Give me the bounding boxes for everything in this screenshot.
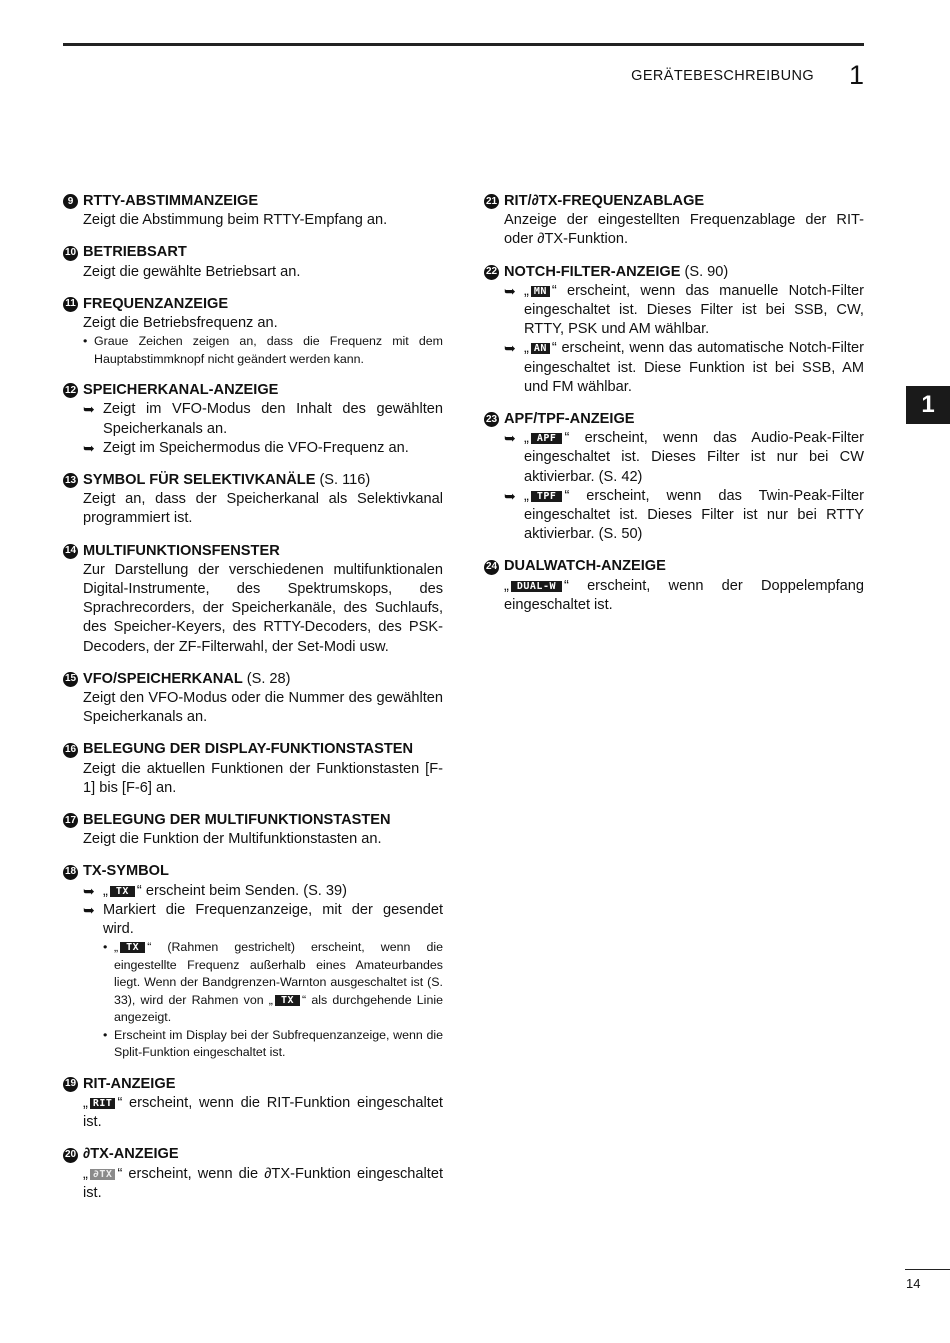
- arrow-item: ➥ „ MN “ erscheint, wenn das manuelle Notch-Filter eingeschaltet ist. Dieses Filter ist bei SSB, CW, RTTY, PSK und AM wählbar.: [484, 282, 864, 340]
- entry-text: Zeigt die Funktion der Multifunktionstasten an.: [83, 831, 382, 848]
- delta-tx-icon: ∂TX: [90, 1169, 116, 1180]
- item-number: 16: [63, 743, 78, 758]
- entry-21: [484, 192, 864, 250]
- note-bullet: • Graue Zeichen zeigen an, dass die Frequenz mit dem Hauptabstimmknopf nicht geändert werden kann.: [83, 334, 443, 366]
- entry-title: BELEGUNG DER DISPLAY-FUNKTIONSTASTEN: [83, 741, 414, 758]
- entry-text: Zeigt die gewählte Betriebsart an.: [83, 263, 301, 280]
- page-reference: (S. 28): [246, 670, 291, 687]
- entry-10: [63, 243, 443, 281]
- item-number: 22: [484, 265, 499, 280]
- apf-icon: APF: [531, 433, 563, 444]
- entry-text: Zeigt die Betriebsfrequenz an.: [83, 315, 278, 332]
- item-number: 18: [63, 865, 78, 880]
- entry-17: [63, 811, 443, 849]
- arrow-icon: ➥: [504, 340, 516, 357]
- entry-14: [63, 542, 443, 657]
- rit-icon: RIT: [90, 1098, 116, 1109]
- auto-notch-icon: AN: [531, 343, 550, 354]
- entry-13: [63, 471, 443, 529]
- arrow-item: ➥ „ APF “ erscheint, wenn das Audio-Peak-Filter eingeschaltet ist. Dieses Filter ist nur bei CW aktivierbar. (S. 42): [484, 429, 864, 487]
- arrow-item: ➥ „ AN “ erscheint, wenn das automatische Notch-Filter eingeschaltet ist. Diese Funktion ist bei SSB, AM und FM wählbar.: [484, 339, 864, 397]
- item-number: 21: [484, 194, 499, 209]
- footer-rule: [905, 1269, 950, 1270]
- entry-text: Zeigt die aktuellen Funktionen der Funktionstasten [F-1] bis [F-6] an.: [83, 760, 443, 796]
- arrow-icon: ➥: [83, 882, 95, 899]
- tpf-icon: TPF: [531, 491, 563, 502]
- header-rule: [63, 43, 864, 46]
- arrow-item: ➥ Zeigt im VFO-Modus den Inhalt des gewählten Speicherkanals an.: [63, 400, 443, 438]
- item-number: 24: [484, 560, 499, 575]
- tx-dashed-icon: TX: [120, 942, 145, 953]
- item-number: 11: [63, 297, 78, 312]
- item-number: 9: [63, 194, 78, 209]
- chapter-tab: 1: [906, 386, 950, 424]
- page-number: 14: [906, 1276, 921, 1291]
- manual-notch-icon: MN: [531, 286, 550, 297]
- entry-23: [484, 410, 864, 544]
- item-number: 12: [63, 383, 78, 398]
- arrow-icon: ➥: [504, 282, 516, 299]
- entry-text: Zeigt den VFO-Modus oder die Nummer des gewählten Speicherkanals an.: [83, 690, 443, 726]
- entry-19: [63, 1075, 443, 1133]
- entry-18: [63, 862, 443, 1061]
- entry-title: DUALWATCH-ANZEIGE: [504, 558, 666, 575]
- note-bullet: • Erscheint im Display bei der Subfrequenzanzeige, wenn die Split-Funktion eingeschaltet ist.: [103, 1027, 443, 1060]
- arrow-icon: ➥: [83, 401, 95, 418]
- entry-16: [63, 740, 443, 798]
- tx-icon: TX: [110, 886, 135, 897]
- note-bullet: • „ TX “ (Rahmen gestrichelt) erscheint, wenn die eingestellte Frequenz außerhalb eines Amateurbandes liegt. Wenn der Bandgrenzen-Warnton ausgeschaltet ist (S. 33), wird der Rahmen von „ TX “ als durchgehende Linie angezeigt.: [103, 940, 443, 1025]
- item-number: 10: [63, 246, 78, 261]
- page-reference: (S. 116): [319, 472, 371, 489]
- entry-title: VFO/SPEICHERKANAL: [83, 670, 243, 687]
- entry-title: RIT-ANZEIGE: [83, 1075, 176, 1092]
- arrow-item: ➥ Markiert die Frequenzanzeige, mit der gesendet wird.: [63, 901, 443, 939]
- entry-15: [63, 670, 443, 728]
- entry-24: [484, 557, 864, 615]
- entry-20: [63, 1145, 443, 1203]
- entry-22: [484, 263, 864, 397]
- section-number: 1: [848, 60, 864, 90]
- entry-text: Zeigt die Abstimmung beim RTTY-Empfang an.: [83, 212, 388, 229]
- entry-title: RIT/∂TX-FREQUENZABLAGE: [504, 193, 705, 209]
- item-number: 19: [63, 1077, 78, 1092]
- section-title: GERÄTEBESCHREIBUNG: [631, 68, 814, 84]
- entry-title: ∂TX-ANZEIGE: [83, 1146, 179, 1163]
- entry-title: RTTY-ABSTIMMANZEIGE: [83, 193, 259, 209]
- entry-title: MULTIFUNKTIONSFENSTER: [83, 542, 280, 559]
- item-number: 15: [63, 672, 78, 687]
- entry-title: TX-SYMBOL: [83, 863, 169, 880]
- tx-icon: TX: [275, 995, 300, 1006]
- entry-text: Anzeige der eingestellten Frequenzablage der RIT- oder ∂TX-Funktion.: [504, 212, 864, 248]
- item-number: 14: [63, 544, 78, 559]
- entry-text: „ RIT “ erscheint, wenn die RIT-Funktion eingeschaltet ist.: [83, 1095, 443, 1131]
- arrow-icon: ➥: [504, 430, 516, 447]
- entry-text: Zur Darstellung der verschiedenen multifunktionalen Digital-Instrumente, des Spektrumskops, des Sprachrecorders, der Speicherkanäle, des Suchlaufs, des Speicher-Keyers, des RTTY-Decoders, des PSK-Decoders, der ZF-Filterwahl, der Set-Modi usw.: [83, 561, 443, 655]
- entry-12: [63, 381, 443, 458]
- entry-9: [63, 192, 443, 230]
- entry-title: NOTCH-FILTER-ANZEIGE: [504, 263, 681, 280]
- arrow-icon: ➥: [504, 487, 516, 504]
- right-column: [484, 192, 864, 628]
- entry-title: SPEICHERKANAL-ANZEIGE: [83, 382, 279, 399]
- entry-text: „ ∂TX “ erscheint, wenn die ∂TX-Funktion eingeschaltet ist.: [83, 1165, 443, 1201]
- entry-title: BETRIEBSART: [83, 244, 187, 261]
- item-number: 23: [484, 412, 499, 427]
- arrow-item: ➥ „ TX “ erscheint beim Senden. (S. 39): [63, 882, 443, 901]
- arrow-icon: ➥: [83, 439, 95, 456]
- item-number: 20: [63, 1148, 78, 1163]
- entry-11: [63, 295, 443, 368]
- arrow-icon: ➥: [83, 901, 95, 918]
- entry-title: SYMBOL FÜR SELEKTIVKANÄLE: [83, 472, 316, 489]
- item-number: 17: [63, 813, 78, 828]
- entry-title: FREQUENZANZEIGE: [83, 295, 229, 312]
- dualwatch-icon: DUAL-W: [511, 581, 562, 592]
- entry-text: „ DUAL-W “ erscheint, wenn der Doppelempfang eingeschaltet ist.: [504, 577, 864, 613]
- entry-title: BELEGUNG DER MULTIFUNKTIONSTASTEN: [83, 812, 391, 829]
- arrow-item: ➥ Zeigt im Speichermodus die VFO-Frequenz an.: [63, 439, 443, 458]
- entry-text: Zeigt an, dass der Speicherkanal als Selektivkanal programmiert ist.: [83, 491, 443, 527]
- item-number: 13: [63, 473, 78, 488]
- entry-title: APF/TPF-ANZEIGE: [504, 411, 635, 428]
- arrow-item: ➥ „ TPF “ erscheint, wenn das Twin-Peak-Filter eingeschaltet ist. Dieses Filter ist nur bei RTTY aktivierbar. (S. 50): [484, 487, 864, 545]
- left-column: [63, 192, 443, 1216]
- page-reference: (S. 90): [684, 263, 729, 280]
